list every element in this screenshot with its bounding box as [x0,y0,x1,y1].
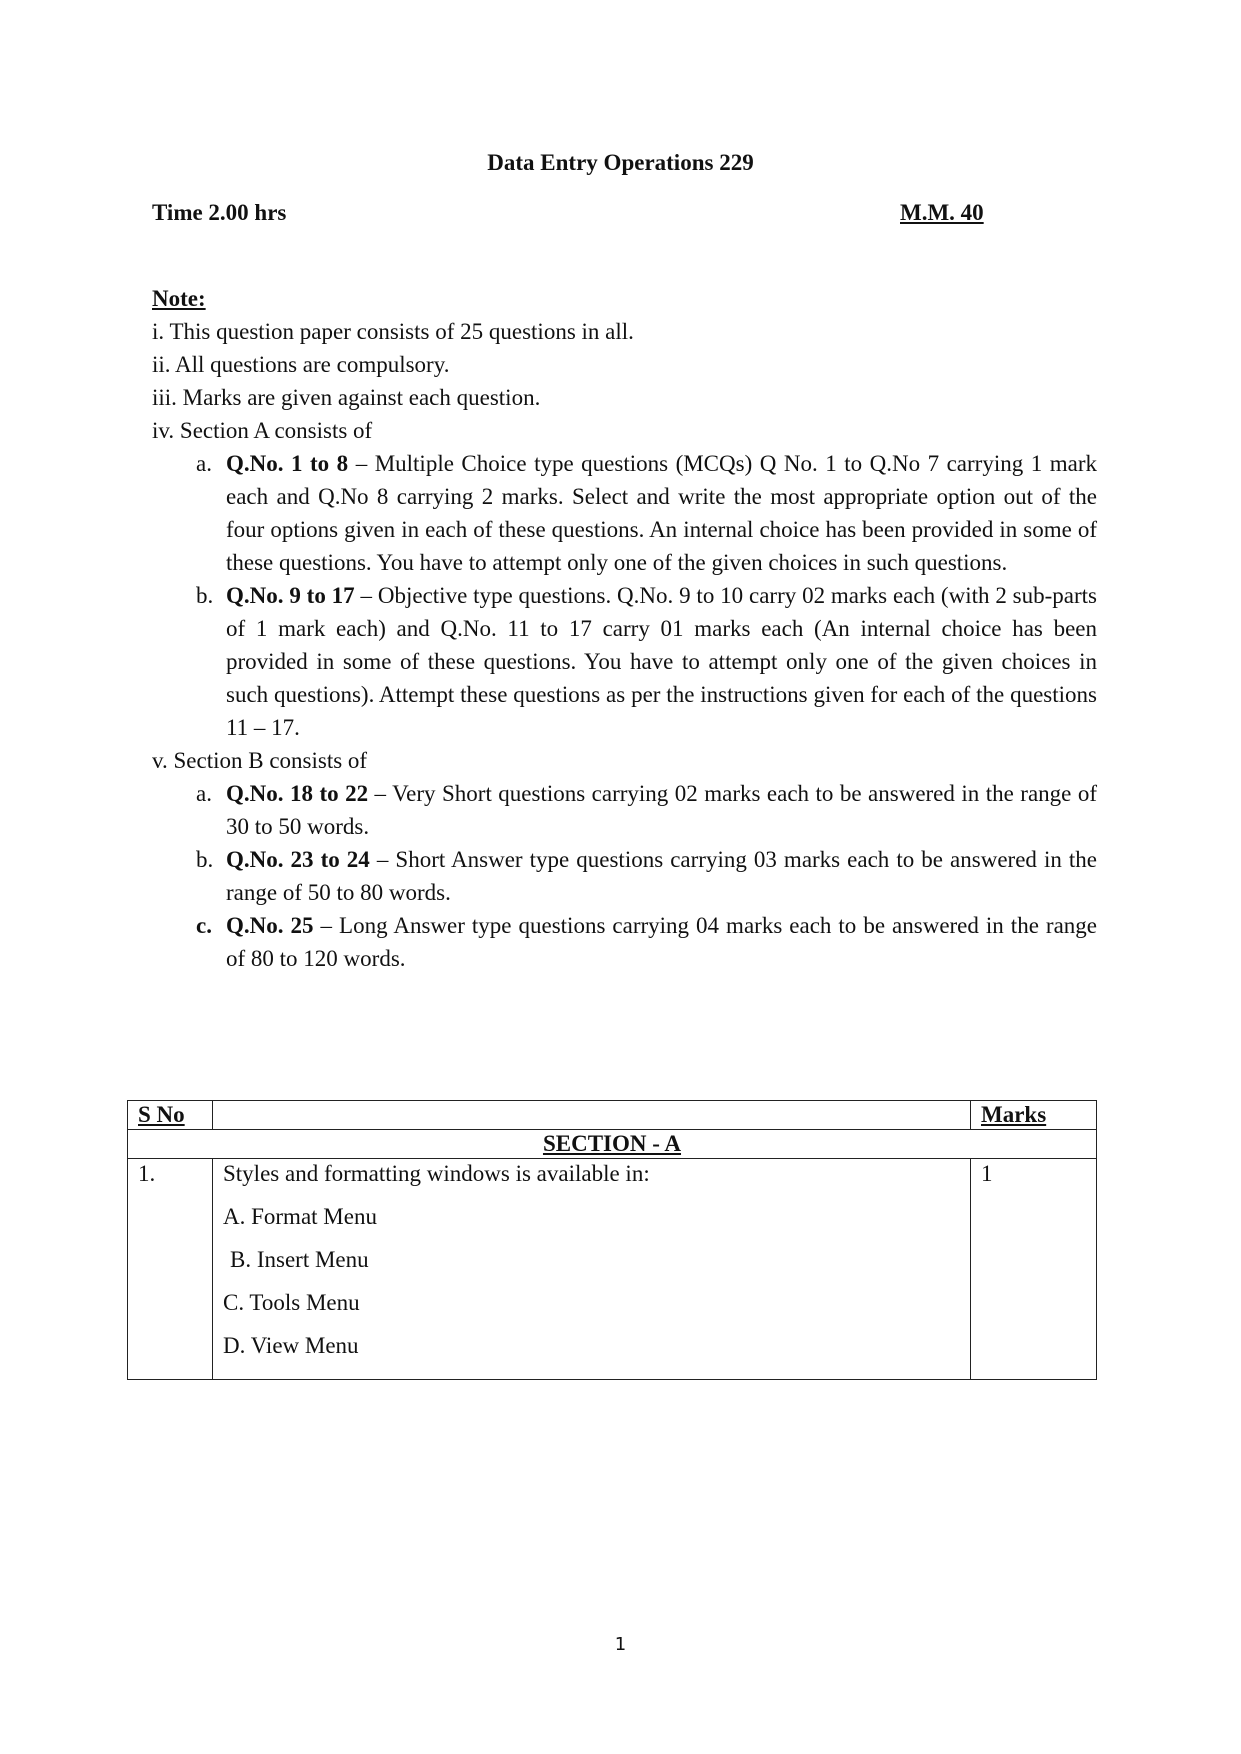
time-allowed: Time 2.00 hrs [152,200,287,225]
sno-header: S No [128,1101,213,1130]
note-item: iii. Marks are given against each question. [152,385,541,410]
question-text: Styles and formatting windows is available in: [223,1161,650,1186]
section-b-item [152,843,1097,909]
item-question-range: Q.No. 25 [226,913,314,938]
note-item: v. Section B consists of [152,748,368,773]
note-item: i. This question paper consists of 25 questions in all. [152,319,634,344]
option-a: A. Format Menu [223,1204,377,1229]
page-number: 1 [614,1634,627,1655]
item-marker: b. [196,583,214,608]
item-marker: a. [196,451,212,476]
maximum-marks: M.M. 40 [900,200,984,225]
section-b-item [152,909,1097,975]
item-question-range: Q.No. 9 to 17 [226,583,355,608]
instructions-block [152,282,1097,975]
item-description: – Very Short questions carrying 02 marks each to be answered in the range of 30 to 50 words. [226,781,1097,839]
table-header-row [128,1101,1097,1130]
option-b: B. Insert Menu [230,1247,369,1272]
item-question-range: Q.No. 23 to 24 [226,847,370,872]
section-a-item [152,579,1097,744]
option-d: D. View Menu [223,1333,359,1358]
question-table [127,1100,1097,1380]
note-item: iv. Section A consists of [152,418,373,443]
paper-title: Data Entry Operations 229 [487,150,754,175]
marks-header: Marks [971,1101,1097,1130]
note-title: Note: [152,286,206,311]
item-marker: b. [196,847,214,872]
question-cell [213,1159,971,1380]
item-marker: c. [196,913,212,938]
item-question-range: Q.No. 18 to 22 [226,781,369,806]
question-header [213,1101,971,1130]
option-c: C. Tools Menu [223,1290,360,1315]
section-a-item [152,447,1097,579]
section-title: SECTION - A [128,1130,1097,1159]
question-marks: 1 [971,1159,1097,1380]
item-question-range: Q.No. 1 to 8 [226,451,349,476]
item-description: – Multiple Choice type questions (MCQs) Q No. 1 to Q.No 7 carrying 1 mark each and Q.No 8 carrying 2 marks. Select and write the most appropriate option out of the four options given in each of these questions. An internal choice has been provided in some of these questions. You have to attempt only one of the given choices in such questions. [226,451,1097,575]
note-item: ii. All questions are compulsory. [152,352,450,377]
item-description: – Objective type questions. Q.No. 9 to 10 carry 02 marks each (with 2 sub-parts of 1 mark each) and Q.No. 11 to 17 carry 01 marks each (An internal choice has been provided in some of these questions. You have to attempt only one of the given choices in such questions). Attempt these questions as per the instructions given for each of the questions 11 – 17. [226,583,1097,740]
section-row [128,1130,1097,1159]
table-row [128,1159,1097,1380]
item-description: – Short Answer type questions carrying 03 marks each to be answered in the range of 50 to 80 words. [226,847,1097,905]
section-b-item [152,777,1097,843]
item-marker: a. [196,781,212,806]
item-description: – Long Answer type questions carrying 04 marks each to be answered in the range of 80 to 120 words. [226,913,1097,971]
question-number: 1. [128,1159,213,1380]
